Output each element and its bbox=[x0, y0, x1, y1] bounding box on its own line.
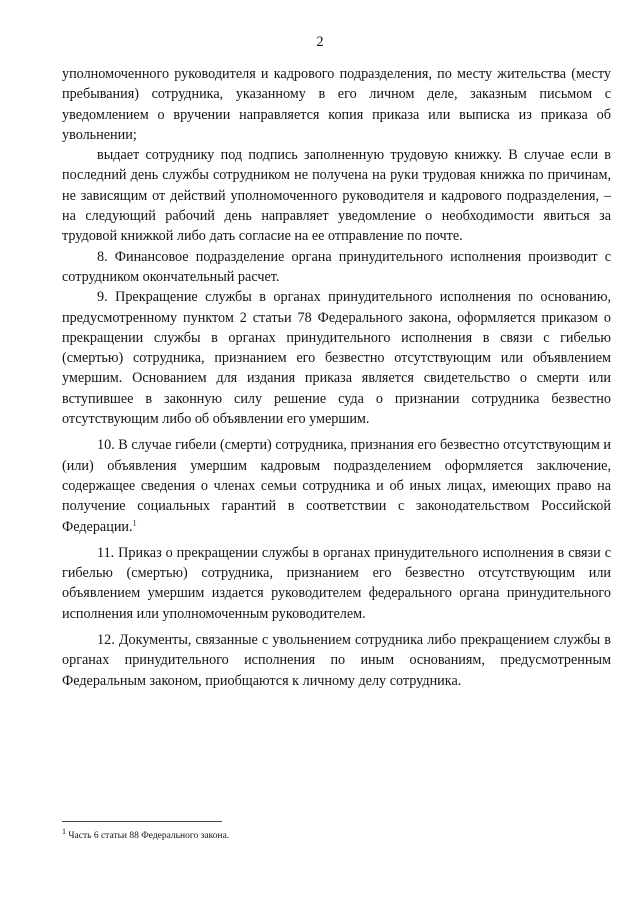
paragraph-11: 11. Приказ о прекращении службы в органах принудительного исполнения в связи с гибелью (смертью) сотрудника, признанием его безвестно отсутствующим или объявлением умершим издается руководителем федерального органа принудительного исполнения или уполномоченным руководителем. bbox=[62, 544, 611, 622]
footnote bbox=[62, 826, 611, 842]
footnote-reference: 1 bbox=[132, 517, 137, 527]
paragraph-12: 12. Документы, связанные с увольнением сотрудника либо прекращением службы в органах принудительного исполнения по иным основаниям, предусмотренным Федеральным законом, приобщаются к личному делу сотрудника. bbox=[62, 632, 611, 689]
footnote-text: Часть 6 статьи 88 Федерального закона. bbox=[68, 831, 230, 841]
paragraph-10-text: 10. В случае гибели (смерти) сотрудника, признания его безвестно отсутствующим и (или) объявления умершим кадровым подразделением оформляется заключение, содержащее сведения о членах семьи сотрудника и об иных лицах, имеющих право на получение социальных гарантий в соответствии с законодательством Российской Федерации. bbox=[62, 437, 611, 535]
paragraph-10 bbox=[62, 435, 611, 536]
footnote-marker: 1 bbox=[62, 826, 66, 836]
page-number: 2 bbox=[316, 34, 324, 50]
paragraph-labor-book: выдает сотруднику под подпись заполненную трудовую книжку. В случае если в последний день службы сотрудником не получена на руки трудовая книжка по причинам, не зависящим от действий уполномоченного руководителя и кадрового подразделения, – на следующий рабочий день направляет уведомление о необходимости явиться за трудовой книжкой либо дать согласие на ее отправление по почте. bbox=[62, 147, 611, 245]
paragraph-continuation: уполномоченного руководителя и кадрового подразделения, по месту жительства (месту пребывания) сотрудника, указанному в его личном деле, заказным письмом с уведомлением о вручении направляется копия приказа или выписка из приказа об увольнении; bbox=[62, 66, 611, 143]
document-body bbox=[62, 64, 611, 691]
paragraph-9: 9. Прекращение службы в органах принудительного исполнения по основанию, предусмотренному пунктом 2 статьи 78 Федерального закона, оформляется приказом о прекращении службы в органах принудительного исполнения в связи с гибелью (смертью) сотрудника, признанием его безвестно отсутствующим или объявлением умершим. Основанием для издания приказа является свидетельство о смерти или вступившее в законную силу решение суда о признании сотрудника безвестно отсутствующим либо об объявлении его умершим. bbox=[62, 289, 611, 428]
paragraph-8: 8. Финансовое подразделение органа принудительного исполнения производит с сотрудником окончательный расчет. bbox=[62, 248, 611, 285]
footnote-divider bbox=[62, 821, 222, 822]
